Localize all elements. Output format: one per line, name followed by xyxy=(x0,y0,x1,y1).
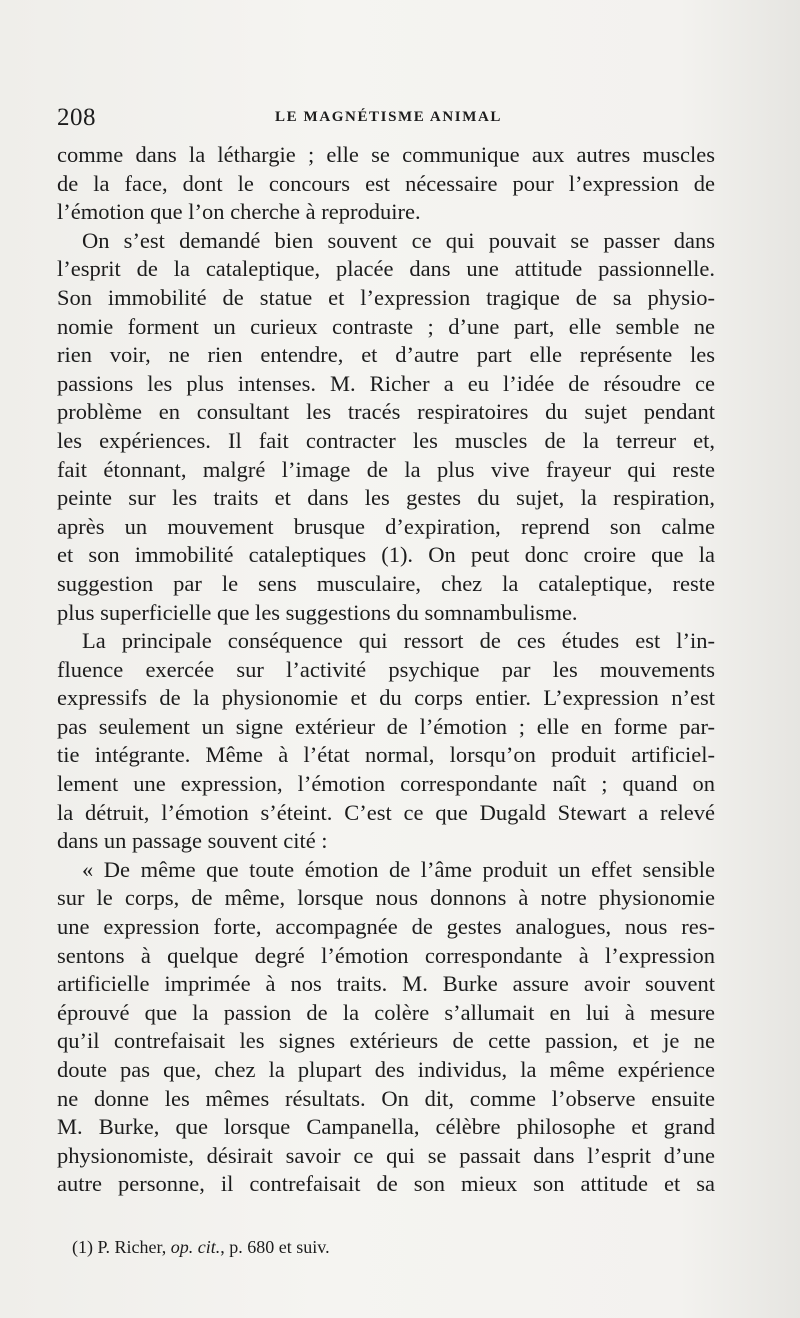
text-line: La principale conséquence qui ressort de ces études est l’in- xyxy=(82,628,715,654)
text-line: comme dans la léthargie ; elle se communique aux autres muscles xyxy=(57,142,715,167)
text-line: On s’est demandé bien souvent ce qui pouvait se passer dans xyxy=(82,227,715,253)
text-line: sur le corps, de même, lorsque nous donnons à notre physionomie xyxy=(57,885,715,911)
page-header xyxy=(57,100,717,136)
text-line: artificielle imprimée à nos traits. M. Burke assure avoir souvent xyxy=(57,971,715,997)
text-line: de la face, dont le concours est nécessaire pour l’expression de xyxy=(57,170,715,196)
text-line: expressifs de la physionomie et du corps entier. L’expression n’est xyxy=(57,685,715,711)
text-line: suggestion par le sens musculaire, chez la cataleptique, reste xyxy=(57,570,715,596)
text-line: peinte sur les traits et dans les gestes du sujet, la respiration, xyxy=(57,485,715,511)
text-line: problème en consultant les tracés respiratoires du sujet pendant xyxy=(57,399,715,425)
footnote xyxy=(72,1237,330,1258)
text-line: « De même que toute émotion de l’âme produit un effet sensible xyxy=(82,856,715,882)
text-line: fait étonnant, malgré l’image de la plus vive frayeur qui reste xyxy=(57,456,715,482)
text-line: éprouvé que la passion de la colère s’allumait en lui à mesure xyxy=(57,999,715,1025)
text-line: nomie forment un curieux contraste ; d’une part, elle semble ne xyxy=(57,313,715,339)
text-line: une expression forte, accompagnée de gestes analogues, nous res- xyxy=(57,914,715,940)
running-title: LE MAGNÉTISME ANIMAL xyxy=(275,109,503,125)
text-line: l’esprit de la cataleptique, placée dans une attitude passionnelle. xyxy=(57,256,715,282)
body-text xyxy=(57,141,715,1199)
text-line: lement une expression, l’émotion correspondante naît ; quand on xyxy=(57,771,715,797)
text-line: et son immobilité cataleptiques (1). On peut donc croire que la xyxy=(57,542,715,568)
text-line: physionomiste, désirait savoir ce qui se passait dans l’esprit d’une xyxy=(57,1142,715,1168)
footnote-italic: op. cit. xyxy=(170,1237,221,1257)
text-line: Son immobilité de statue et l’expression tragique de sa physio- xyxy=(57,284,715,310)
footnote-suffix: , p. 680 et suiv. xyxy=(220,1237,330,1257)
footnote-prefix: (1) P. Richer, xyxy=(72,1237,171,1257)
text-line: l’émotion que l’on cherche à reproduire. xyxy=(57,199,421,225)
text-line: passions les plus intenses. M. Richer a eu l’idée de résoudre ce xyxy=(57,370,715,396)
text-line: ne donne les mêmes résultats. On dit, comme l’observe ensuite xyxy=(57,1085,715,1111)
page-number: 208 xyxy=(57,104,96,131)
text-line: rien voir, ne rien entendre, et d’autre part elle représente les xyxy=(57,342,715,368)
text-line: plus superficielle que les suggestions du somnambulisme. xyxy=(57,599,578,625)
text-line: la détruit, l’émotion s’éteint. C’est ce que Dugald Stewart a relevé xyxy=(57,799,715,825)
text-line: après un mouvement brusque d’expiration, reprend son calme xyxy=(57,513,715,539)
text-line: M. Burke, que lorsque Campanella, célèbre philosophe et grand xyxy=(57,1114,715,1140)
text-line: fluence exercée sur l’activité psychique par les mouvements xyxy=(57,656,715,682)
text-line: les expériences. Il fait contracter les muscles de la terreur et, xyxy=(57,427,715,453)
text-line: sentons à quelque degré l’émotion correspondante à l’expression xyxy=(57,942,715,968)
text-line: dans un passage souvent cité : xyxy=(57,828,328,854)
text-line: tie intégrante. Même à l’état normal, lorsqu’on produit artificiel- xyxy=(57,742,715,768)
text-line: qu’il contrefaisait les signes extérieurs de cette passion, et je ne xyxy=(57,1028,715,1054)
text-line: doute pas que, chez la plupart des individus, la même expérience xyxy=(57,1057,715,1082)
text-line: autre personne, il contrefaisait de son mieux son attitude et sa xyxy=(57,1171,715,1197)
text-line: pas seulement un signe extérieur de l’émotion ; elle en forme par- xyxy=(57,713,715,739)
